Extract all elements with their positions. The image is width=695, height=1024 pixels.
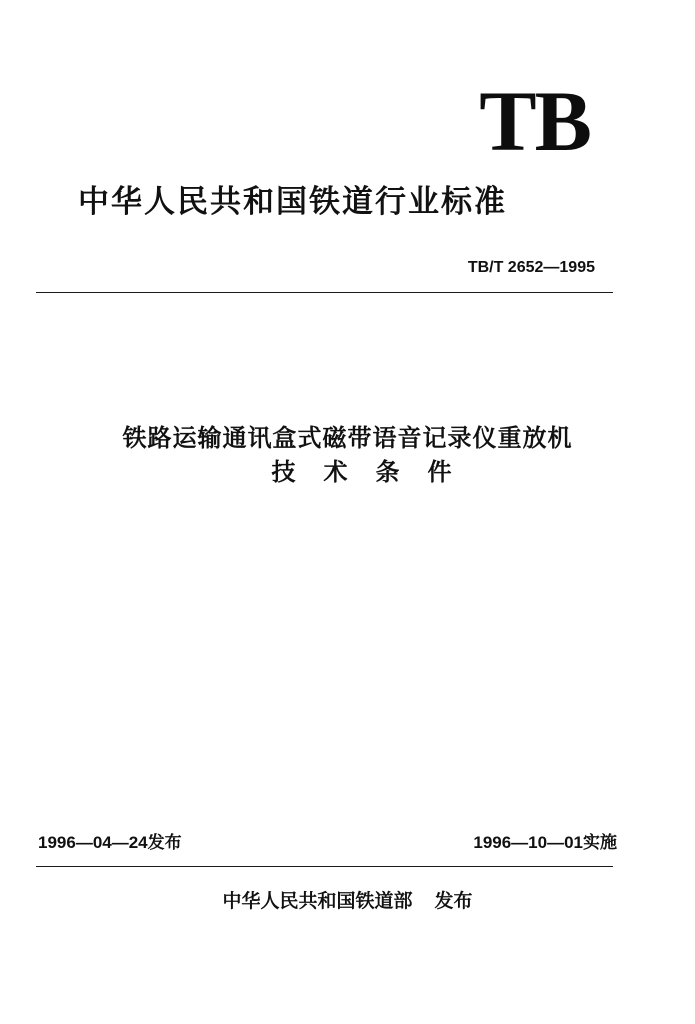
publish-label: 发布 xyxy=(147,833,182,853)
issuer-name: 中华人民共和国铁道部 xyxy=(222,890,413,912)
issuer-line xyxy=(0,886,695,913)
footer-divider xyxy=(36,866,613,867)
effective-label: 实施 xyxy=(583,833,617,853)
publish-date: 1996—04—24 xyxy=(38,833,148,852)
header-divider xyxy=(36,292,613,293)
issuer-action: 发布 xyxy=(434,890,473,912)
effective-date: 1996—10—01 xyxy=(473,833,583,852)
standard-code: TB/T 2652—1995 xyxy=(467,259,595,276)
document-subtitle: 技术条件 xyxy=(271,458,480,486)
standard-name: 中华人民共和国铁道行业标准 xyxy=(78,184,507,220)
effective-date-line xyxy=(473,828,617,853)
document-title: 铁路运输通讯盒式磁带语音记录仪重放机 xyxy=(122,424,573,452)
publish-date-line xyxy=(38,828,182,853)
tb-logo: TB xyxy=(479,73,590,169)
